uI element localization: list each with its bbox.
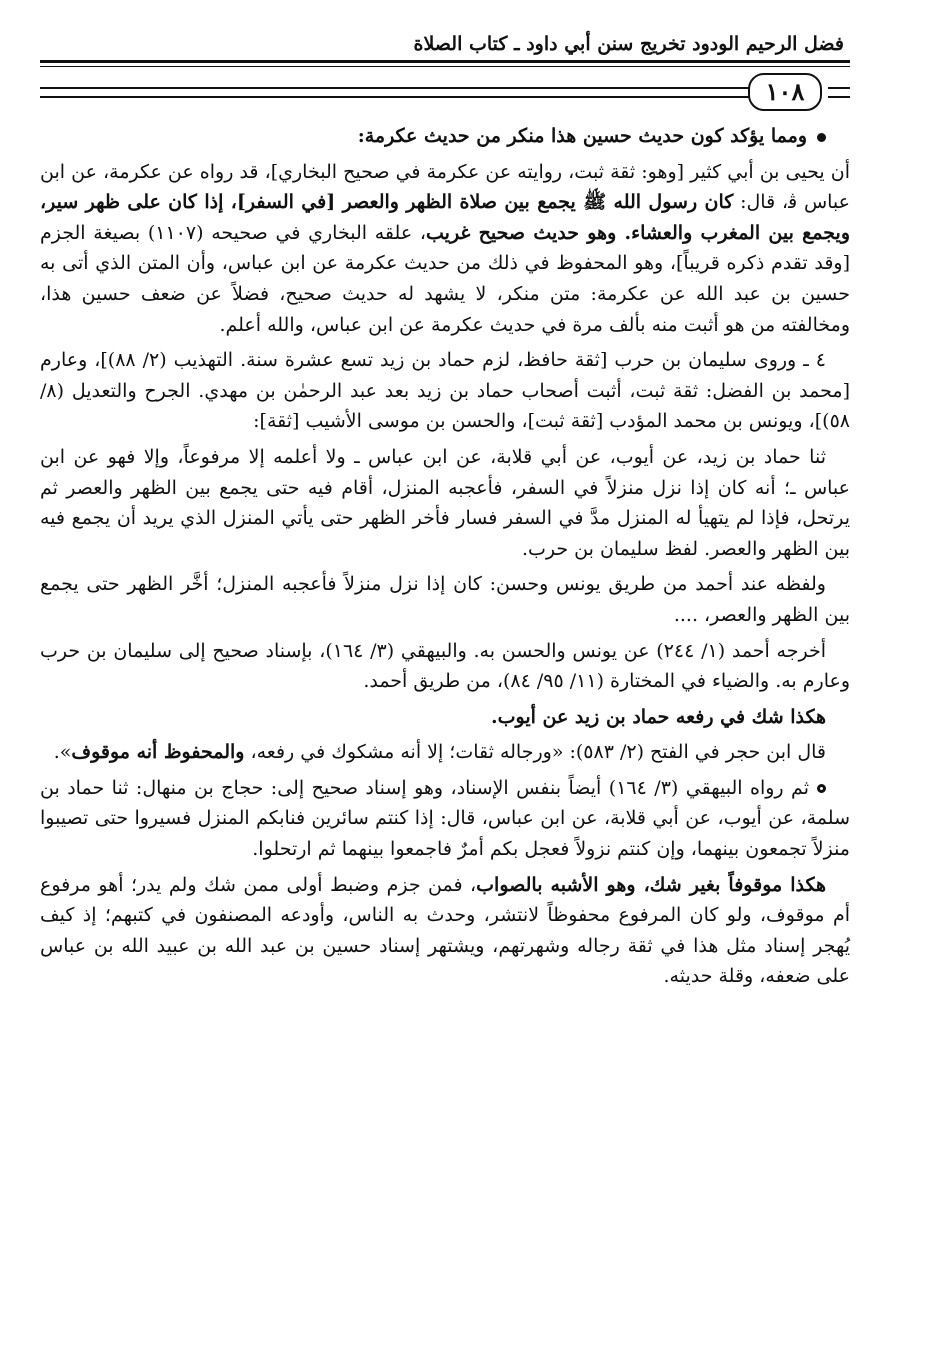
- paragraph-quote: [40, 737, 850, 768]
- paragraph-conclusion: [40, 870, 850, 992]
- paragraph-text: ، فمن جزم وضبط أولى ممن شك ولم يدر؛ أهو مرفوع أم موقوف، ولو كان المرفوع محفوظاً لانتشر، وحدث به الناس، وأودعه المصنفون في كتبهم؛ إذ كيف يُهجر إسناد مثل هذا في ثقة رجاله وشهرتهم، ويشتهر إسناد حسين بن عبد الله بن عبيد الله بن عباس على ضعفه، وقلة حديثه.: [40, 873, 850, 988]
- paragraph-hadith-text: ثنا حماد بن زيد، عن أيوب، عن أبي قلابة، عن ابن عباس ـ ولا أعلمه إلا مرفوعاً، وإلا فهو عن ابن عباس ـ؛ أنه كان إذا نزل منزلاً في السفر، فأعجبه المنزل، أقام فيه حتى يجمع بين الظهر والعصر ثم يرتحل، فإذا لم يتهيأ له المنزل مدَّ في السفر فسار فأخر الظهر حتى يأتي المنزل الذي يريد أن يجمع فيه بين الظهر والعصر. لفظ سليمان بن حرب.: [40, 445, 850, 560]
- paragraph: ولفظه عند أحمد من طريق يونس وحسن: كان إذا نزل منزلاً فأعجبه المنزل؛ أخَّر الظهر حتى يجمع بين الظهر والعصر، ....: [40, 573, 850, 626]
- bold-quote: والمحفوظ أنه موقوف: [71, 741, 245, 764]
- paragraph-text: ».: [53, 741, 72, 764]
- paragraph-text: ، علقه البخاري في صحيحه (١١٠٧) بصيغة الجزم [وقد تقدم ذكره قريباً]، وهو المحفوظ في ذلك من حديث عكرمة عن ابن عباس، وأن المتن الذي أتى به حسين بن عبد الله عن عكرمة: متن منكر، لا يشهد له حديث صحيح، فضلاً عن ضعف حسين هذا، ومخالفته من هو أثبت منه بألف مرة في حديث عكرمة عن ابن عباس، والله أعلم.: [40, 221, 850, 336]
- bold-statement: هكذا موقوفاً بغير شك، وهو الأشبه بالصواب: [476, 873, 826, 896]
- paragraph-numbered-4: ٤ ـ وروى سليمان بن حرب [ثقة حافظ، لزم حماد بن زيد تسع عشرة سنة. التهذيب (٢/ ٨٨)]، وعارم [محمد بن الفضل: ثقة ثبت، أثبت أصحاب حماد بن زيد بعد عبد الرحمٰن بن مهدي. الجرح والتعديل (٨/ ٥٨)]، ويونس بن محمد المؤدب [ثقة ثبت]، والحسن بن موسى الأشيب [ثقة]:: [40, 349, 850, 433]
- ring-bullet-icon: [817, 784, 826, 793]
- paragraph: [40, 157, 850, 341]
- paragraph-marked: [40, 773, 850, 865]
- paragraph-text: قال ابن حجر في الفتح (٢/ ٥٨٣): «ورجاله ثقات؛ إلا أنه مشكوك في رفعه،: [244, 741, 826, 764]
- ornament-double-rule-left: [40, 87, 750, 98]
- body-text: [40, 121, 850, 992]
- paragraph-text: ثم رواه البيهقي (٣/ ١٦٤) أيضاً بنفس الإسناد، وهو إسناد صحيح إلى: حجاج بن منهال: ثنا حماد بن سلمة، عن أيوب، عن أبي قلابة، عن ابن عباس، قال: إذا كنتم سائرين فنابكم المنزل فسيروا حتى تصيبوا منزلاً تجمعون بينهما، وإن كنتم نزولاً فعجل بكم أمرٌ فاجمعوا بينهما ثم ارتحلوا.: [40, 776, 850, 861]
- page-number: ١٠٨: [748, 73, 822, 111]
- ornament-double-rule-right: [828, 87, 850, 98]
- paragraph-takhrij: أخرجه أحمد (١/ ٢٤٤) عن يونس والحسن به. والبيهقي (٣/ ١٦٤)، بإسناد صحيح إلى سليمان بن حرب وعارم به. والضياء في المختارة (١١/ ٩٥/ ٨٤)، من طريق أحمد.: [40, 639, 850, 693]
- page-number-ornament: [40, 71, 850, 115]
- lead-text: ومما يؤكد كون حديث حسين هذا منكر من حديث عكرمة:: [357, 125, 807, 147]
- paragraph-lead: [40, 121, 850, 152]
- bullet-icon: [817, 133, 826, 142]
- document-page: [40, 30, 850, 997]
- paragraph-text: أن يحيى بن أبي كثير [وهو: ثقة ثبت، روايته عن عكرمة في صحيح البخاري]، قد رواه عن عكرمة، عن ابن عباس ﭬ، قال:: [40, 160, 851, 214]
- header-rule-thin: [40, 66, 850, 67]
- header-rule-thick: [40, 60, 850, 63]
- running-title: فضل الرحيم الودود تخريج سنن أبي داود ـ كتاب الصلاة: [413, 33, 844, 55]
- bold-quote: كان رسول الله ﷺ يجمع بين صلاة الظهر والعصر [في السفر]، إذا كان على ظهر سير، ويجمع بين المغرب والعشاء. وهو حديث صحيح غريب: [40, 191, 850, 244]
- paragraph-bold-note: هكذا شك في رفعه حماد بن زيد عن أيوب.: [491, 705, 826, 728]
